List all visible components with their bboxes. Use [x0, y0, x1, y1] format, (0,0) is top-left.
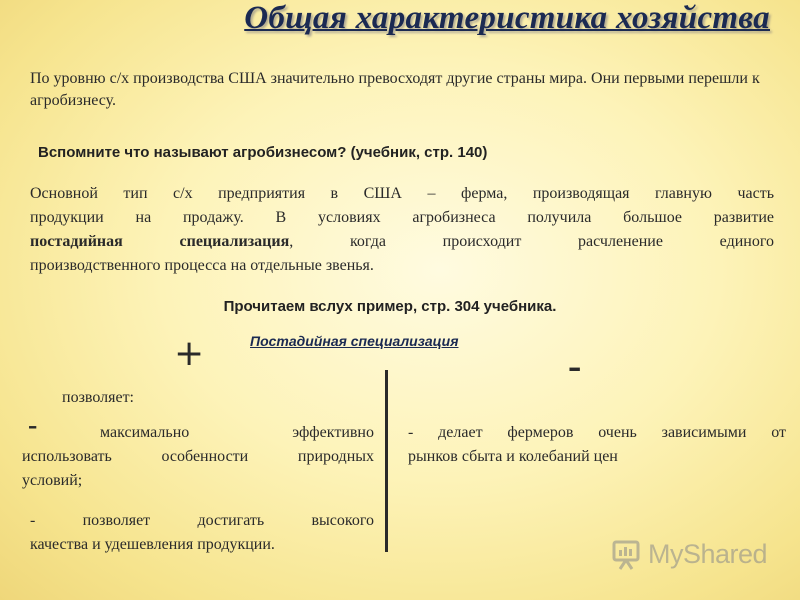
disadvantage-line: рынков сбыта и колебаний цен	[408, 448, 618, 465]
paragraph-line: продукции на продажу. В условиях агробизнеса получила большое развитие	[30, 209, 774, 226]
question-text: Вспомните что называют агробизнесом? (учебник, стр. 140)	[38, 144, 488, 161]
advantage-item-2	[30, 509, 374, 557]
intro-text: По уровню с/х производства США значительно превосходят другие страны мира. Они первыми перешли к агробизнесу.	[30, 70, 760, 109]
myshared-watermark	[610, 536, 770, 576]
slide-title: Общая характеристика хозяйства	[244, 0, 770, 36]
advantage-line: - позволяет достигать высокого	[30, 512, 374, 529]
allows-label: позволяет:	[62, 389, 134, 406]
column-divider	[385, 370, 388, 552]
presentation-board-icon	[610, 538, 644, 572]
section-subtitle: Постадийная специализация	[250, 333, 459, 349]
advantage-line: условий;	[22, 472, 83, 489]
advantage-line: максимально эффективно	[100, 424, 374, 441]
disadvantage-item-1	[408, 421, 786, 469]
disadvantage-line: - делает фермеров очень зависимыми от	[408, 424, 786, 441]
paragraph-line: Основной тип с/х предприятия в США – ферма, производящая главную часть	[30, 185, 774, 202]
watermark-text: MyShared	[648, 539, 768, 569]
paragraph-line-rest: , когда происходит расчленение единого	[289, 233, 774, 250]
plus-sign: +	[174, 333, 205, 374]
bullet-dash: -	[28, 410, 38, 441]
minus-sign: -	[568, 343, 582, 388]
paragraph-line	[30, 230, 774, 254]
highlight-term: постадийная специализация	[30, 233, 290, 250]
advantage-line: качества и удешевления продукции.	[30, 536, 275, 553]
advantage-item-1	[22, 421, 374, 493]
main-paragraph	[30, 182, 774, 278]
advantage-line: использовать особенности природных	[22, 448, 374, 465]
paragraph-line: производственного процесса на отдельные звенья.	[30, 257, 374, 274]
read-aloud-text: Прочитаем вслух пример, стр. 304 учебника.	[223, 298, 557, 315]
